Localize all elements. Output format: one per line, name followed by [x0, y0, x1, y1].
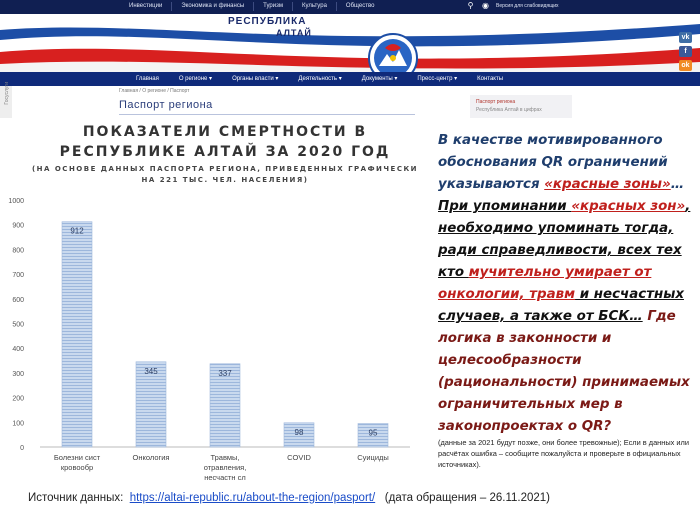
- category-label: Болезни сист кровообр: [53, 453, 101, 472]
- data-label: 337: [218, 368, 232, 378]
- top-link[interactable]: Инвестиции: [129, 3, 163, 9]
- commentary-fairness: , необходимо упоминать тогда, ради справедливости, всех тех кто: [438, 199, 691, 280]
- top-link[interactable]: Экономика и финансы: [171, 2, 253, 11]
- y-tick-label: 400: [12, 346, 24, 354]
- search-icon[interactable]: ⚲: [467, 1, 474, 10]
- nav-item-contacts[interactable]: Контакты: [477, 76, 504, 82]
- brand-line-1: РЕСПУБЛИКА: [228, 16, 307, 27]
- top-tools: [466, 1, 559, 10]
- red-zones-phrase: «красные зоны»: [544, 177, 671, 192]
- sidebar-item-passport[interactable]: Паспорт региона: [476, 99, 516, 105]
- source-line: [28, 492, 550, 504]
- y-tick-label: 800: [12, 247, 24, 255]
- data-label: 345: [144, 366, 158, 376]
- commentary-intro: В качестве мотивированного обоснования QR ограничений указываются: [438, 133, 668, 192]
- brand-line-2: АЛТАЙ: [276, 28, 312, 38]
- nav-item-home[interactable]: Главная: [136, 76, 159, 82]
- flag-wave: [0, 14, 700, 72]
- source-link[interactable]: https://altai-republic.ru/about-the-region/pasport/: [129, 492, 376, 504]
- commentary: [438, 130, 700, 438]
- vk-icon[interactable]: vk: [679, 32, 692, 43]
- commentary-question: Где логика в законности и целесообразности (рациональности) принимаемых ограничительных мер в законопроектах о QR?: [438, 309, 690, 434]
- site-top-bar: [0, 0, 700, 14]
- top-link[interactable]: Культура: [292, 2, 336, 11]
- source-label: Источник данных:: [28, 492, 124, 504]
- y-tick-label: 900: [12, 222, 24, 230]
- dying-phrase: мучительно умирает от онкологии, травм: [438, 265, 652, 302]
- bar-series: [62, 222, 388, 447]
- mortality-bar-chart: [0, 190, 430, 485]
- category-label: Онкология: [132, 453, 170, 462]
- y-tick-label: 500: [12, 321, 24, 329]
- commentary-mention: При упоминании: [438, 199, 572, 214]
- category-label: COVID: [287, 453, 311, 462]
- nav-item-documents[interactable]: Документы ▾: [361, 76, 398, 82]
- nav-item-about[interactable]: О регионе ▾: [178, 76, 213, 82]
- source-date: (дата обращения – 26.11.2021): [384, 492, 551, 504]
- y-tick-label: 100: [12, 420, 24, 428]
- page-title: Паспорт региона: [119, 99, 213, 111]
- data-label: 912: [70, 226, 84, 236]
- data-label: 95: [368, 428, 378, 438]
- y-tick-label: 200: [12, 395, 24, 403]
- site-banner: [0, 14, 700, 72]
- y-tick-label: 0: [20, 445, 24, 452]
- top-link[interactable]: Общество: [336, 2, 384, 11]
- y-tick-label: 600: [12, 296, 24, 304]
- sidebar-item-figures[interactable]: Республика Алтай в цифрах: [476, 107, 542, 113]
- accessibility-link[interactable]: Версия для слабовидящих: [496, 2, 559, 9]
- odnoklassniki-icon[interactable]: ok: [679, 60, 692, 71]
- y-tick-label: 300: [12, 370, 24, 378]
- y-tick-label: 1000: [8, 198, 24, 205]
- nav-item-press[interactable]: Пресс-центр ▾: [417, 76, 458, 82]
- commentary-ellipsis: …: [670, 177, 685, 192]
- bar: [62, 222, 92, 447]
- y-tick-label: 700: [12, 272, 24, 280]
- nav-item-authorities[interactable]: Органы власти ▾: [232, 76, 279, 82]
- y-axis: [8, 198, 24, 452]
- main-nav: [0, 72, 700, 86]
- category-label: Суициды: [357, 453, 389, 462]
- breadcrumb[interactable]: Главная / О регионе / Паспорт: [119, 88, 190, 94]
- chart-title: ПОКАЗАТЕЛИ СМЕРТНОСТИ В РЕСПУБЛИКЕ АЛТАЙ ЗА 2020 ГОД: [59, 124, 391, 160]
- top-link[interactable]: Туризм: [253, 2, 292, 11]
- footnote: (данные за 2021 будут позже, они более тревожные); Если в данных или расчётах ошибка – сообщите пожалуйста и проверьте в официальных источниках).: [438, 438, 689, 469]
- website-screenshot: [0, 0, 700, 118]
- chart-subtitle: (НА ОСНОВЕ ДАННЫХ ПАСПОРТА РЕГИОНА, ПРИВЕДЕННЫХ ГРАФИЧЕСКИ НА 221 ТЫС. ЧЕЛ. НАСЕЛЕНИЯ): [31, 165, 419, 184]
- commentary-accidents: и несчастных случаев, а также от БСК…: [438, 287, 684, 324]
- data-label: 98: [294, 427, 304, 437]
- facebook-icon[interactable]: f: [679, 46, 692, 57]
- title-underline: [119, 114, 415, 115]
- category-label: Травмы, отравления, несчастн сл: [203, 453, 247, 482]
- red-zones-phrase-2: «красных зон»: [571, 199, 686, 214]
- eye-icon[interactable]: ◉: [482, 1, 489, 10]
- top-links: [120, 2, 383, 11]
- category-labels: [54, 453, 389, 482]
- nav-item-activity[interactable]: Деятельность ▾: [298, 76, 342, 82]
- sidebar-menu: [470, 95, 572, 118]
- vertical-label[interactable]: Госуслуги: [4, 82, 10, 105]
